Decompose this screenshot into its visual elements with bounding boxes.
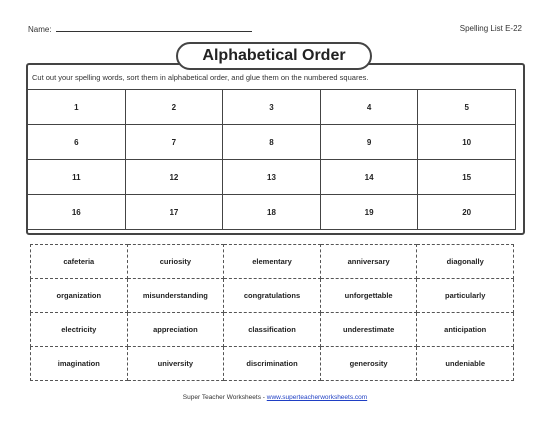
footer [0,394,550,401]
grid-row [28,90,516,125]
word-cutouts-grid [30,244,514,381]
grid-row [31,245,514,279]
numbered-square: 19 [320,195,418,230]
word-cutout: anniversary [320,245,417,279]
word-cutout: cafeteria [31,245,128,279]
word-cutout: underestimate [320,313,417,347]
numbered-squares-grid [27,89,516,230]
word-cutout: classification [224,313,321,347]
numbered-square: 13 [223,160,321,195]
numbered-square: 10 [418,125,516,160]
word-cutout: organization [31,279,128,313]
spelling-list-label: Spelling List E-22 [459,24,522,33]
instructions: Cut out your spelling words, sort them in alphabetical order, and glue them on the numbered squares. [32,73,369,82]
numbered-square: 4 [320,90,418,125]
grid-row [28,125,516,160]
word-cutout: diagonally [417,245,514,279]
numbered-square: 16 [28,195,126,230]
word-cutout: imagination [31,347,128,381]
word-cutout: unforgettable [320,279,417,313]
numbered-square: 14 [320,160,418,195]
numbered-square: 20 [418,195,516,230]
word-cutout: undeniable [417,347,514,381]
word-cutout: particularly [417,279,514,313]
numbered-square: 15 [418,160,516,195]
word-cutout: misunderstanding [127,279,224,313]
grid-row [31,279,514,313]
numbered-square: 2 [125,90,223,125]
numbered-square: 17 [125,195,223,230]
word-cutout: electricity [31,313,128,347]
footer-link[interactable]: www.superteacherworksheets.com [266,394,368,401]
name-line [56,24,252,32]
grid-row [31,313,514,347]
word-cutout: congratulations [224,279,321,313]
word-cutout: elementary [224,245,321,279]
name-label: Name: [28,25,52,34]
grid-row [28,160,516,195]
word-cutout: curiosity [127,245,224,279]
numbered-square: 12 [125,160,223,195]
numbered-square: 7 [125,125,223,160]
numbered-square: 5 [418,90,516,125]
numbered-square: 1 [28,90,126,125]
name-row [28,24,252,34]
footer-text: Super Teacher Worksheets - [182,394,267,401]
numbered-square: 8 [223,125,321,160]
numbered-square: 18 [223,195,321,230]
numbered-square: 11 [28,160,126,195]
numbered-square: 9 [320,125,418,160]
page-title: Alphabetical Order [176,42,372,70]
word-cutout: anticipation [417,313,514,347]
word-cutout: appreciation [127,313,224,347]
numbered-square: 3 [223,90,321,125]
word-cutout: university [127,347,224,381]
grid-row [31,347,514,381]
word-cutout: generosity [320,347,417,381]
word-cutout: discrimination [224,347,321,381]
grid-row [28,195,516,230]
numbered-square: 6 [28,125,126,160]
